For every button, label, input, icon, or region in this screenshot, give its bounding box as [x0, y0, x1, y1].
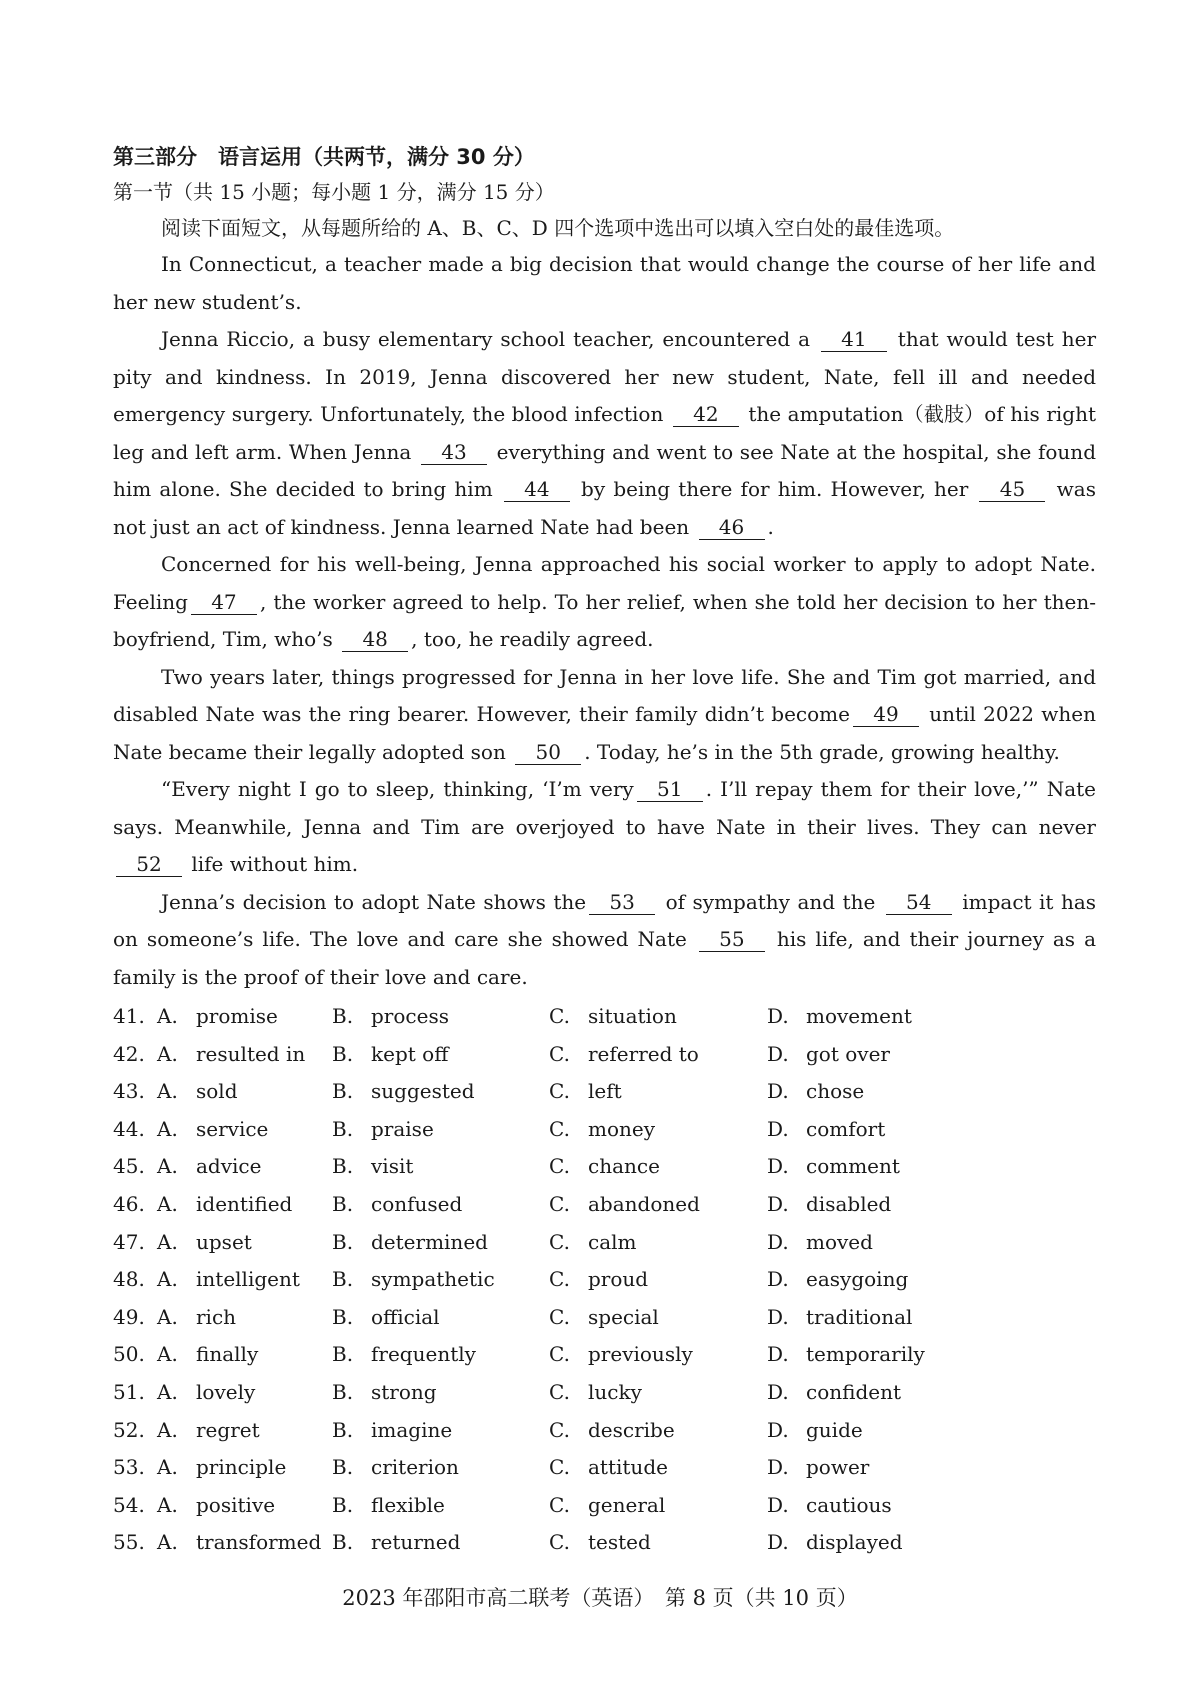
option-letter: C.	[549, 1041, 570, 1066]
option-letter: B.	[332, 1229, 354, 1254]
blank-55: 55	[699, 927, 765, 952]
option-text: lovely	[196, 1379, 256, 1404]
option-letter: D.	[767, 1116, 789, 1141]
passage-text: by being there for him. However, her	[572, 477, 977, 501]
question-number: 51.	[113, 1379, 145, 1404]
option-b	[332, 1487, 549, 1525]
option-text: confident	[806, 1379, 902, 1404]
option-c	[549, 1224, 767, 1262]
option-text: comment	[806, 1154, 900, 1179]
option-c	[549, 1036, 767, 1074]
option-a	[157, 1073, 332, 1111]
option-text: praise	[371, 1116, 434, 1141]
option-letter: A.	[157, 1417, 178, 1442]
option-text: temporarily	[806, 1342, 925, 1367]
option-letter: C.	[549, 1191, 570, 1216]
blank-41: 41	[821, 327, 887, 352]
option-letter: A.	[157, 1267, 178, 1292]
option-letter: D.	[767, 1267, 789, 1292]
option-c	[549, 1487, 767, 1525]
question-row	[113, 998, 1096, 1036]
option-a	[157, 1186, 332, 1224]
option-text: frequently	[371, 1342, 476, 1367]
option-letter: C.	[549, 1229, 570, 1254]
passage-text: that would test her pity and kindness. In 2019, Jenna discovered her new student, Nate, fell ill and needed emergency surgery. Unfortunately, the blood infection	[113, 327, 1097, 426]
option-letter: B.	[332, 1417, 354, 1442]
option-text: confused	[371, 1191, 463, 1216]
option-letter: B.	[332, 1191, 354, 1216]
option-letter: B.	[332, 1530, 354, 1555]
option-letter: D.	[767, 1492, 789, 1517]
option-letter: D.	[767, 1417, 789, 1442]
option-text: suggested	[371, 1079, 475, 1104]
question-number: 45.	[113, 1154, 145, 1179]
question-row	[113, 1148, 1096, 1186]
passage-paragraph	[113, 884, 1096, 997]
option-text: previously	[588, 1342, 693, 1367]
part-heading: 第三部分 语言运用（共两节，满分 30 分）	[113, 145, 535, 169]
option-text: disabled	[806, 1191, 892, 1216]
option-text: kept off	[371, 1041, 449, 1066]
option-text: principle	[196, 1455, 287, 1480]
option-text: resulted in	[196, 1041, 306, 1066]
passage-text: of sympathy and the	[658, 889, 883, 914]
option-text: guide	[806, 1417, 863, 1442]
option-text: proud	[588, 1267, 649, 1292]
option-b	[332, 998, 549, 1036]
option-c	[549, 1336, 767, 1374]
option-letter: A.	[157, 1342, 178, 1367]
option-text: chance	[588, 1154, 660, 1179]
option-text: imagine	[371, 1417, 453, 1442]
option-text: comfort	[806, 1116, 886, 1141]
option-letter: D.	[767, 1304, 789, 1329]
option-a	[157, 1111, 332, 1149]
question-row	[113, 1374, 1096, 1412]
blank-47: 47	[191, 590, 257, 615]
question-number: 50.	[113, 1342, 145, 1367]
option-text: describe	[588, 1417, 675, 1442]
option-text: sold	[196, 1079, 238, 1104]
option-a	[157, 1224, 332, 1262]
passage-text: the amputation（截肢）of his right leg and left arm. When Jenna	[113, 402, 1096, 464]
option-letter: C.	[549, 1304, 570, 1329]
option-letter: C.	[549, 1417, 570, 1442]
question-row	[113, 1412, 1096, 1450]
option-letter: A.	[157, 1004, 178, 1028]
passage-text: “Every night I go to sleep, thinking, ‘I’m very	[161, 777, 634, 801]
option-letter: D.	[767, 1342, 789, 1367]
option-d	[767, 1299, 967, 1337]
option-d	[767, 1412, 967, 1450]
passage-text: Two years later, things progressed for Jenna in her love life. She and Tim got married, and disabled Nate was the ring bearer. However, their family didn’t become	[113, 664, 1096, 726]
option-text: regret	[196, 1417, 260, 1442]
option-text: advice	[196, 1154, 262, 1179]
passage-paragraph	[113, 246, 1096, 321]
question-number: 41.	[113, 1004, 145, 1028]
blank-49: 49	[853, 702, 919, 727]
option-letter: A.	[157, 1116, 178, 1141]
option-text: movement	[806, 1004, 912, 1028]
option-d	[767, 1148, 967, 1186]
passage-text: , too, he readily agreed.	[411, 627, 654, 651]
blank-51: 51	[637, 777, 703, 802]
passage-text: until 2022 when Nate became their legally adopted son	[113, 702, 1097, 764]
option-d	[767, 1449, 967, 1487]
option-letter: B.	[332, 1116, 354, 1141]
option-text: sympathetic	[371, 1267, 495, 1292]
option-d	[767, 1524, 967, 1562]
option-letter: C.	[549, 1079, 570, 1104]
option-letter: A.	[157, 1530, 178, 1555]
cloze-passage	[113, 246, 1096, 996]
option-d	[767, 998, 967, 1036]
option-b	[332, 1261, 549, 1299]
option-letter: A.	[157, 1379, 178, 1404]
option-letter: D.	[767, 1455, 789, 1480]
section-heading: 第一节（共 15 小题；每小题 1 分，满分 15 分）	[113, 180, 555, 204]
passage-text: everything and went to see Nate at the hospital, she found him alone. She decided to bring him	[113, 439, 1096, 501]
option-letter: C.	[549, 1455, 570, 1480]
option-text: official	[371, 1304, 440, 1329]
option-text: positive	[196, 1492, 276, 1517]
option-letter: A.	[157, 1041, 178, 1066]
option-d	[767, 1261, 967, 1299]
question-number: 52.	[113, 1417, 145, 1442]
option-letter: B.	[332, 1342, 354, 1367]
question-row	[113, 1449, 1096, 1487]
option-d	[767, 1374, 967, 1412]
option-letter: A.	[157, 1492, 178, 1517]
option-letter: C.	[549, 1342, 570, 1367]
blank-43: 43	[421, 440, 487, 465]
option-text: chose	[806, 1079, 865, 1104]
blank-42: 42	[673, 402, 739, 427]
option-a	[157, 1374, 332, 1412]
blank-52: 52	[116, 852, 182, 877]
blank-50: 50	[515, 740, 581, 765]
blank-44: 44	[504, 477, 570, 502]
option-text: got over	[806, 1041, 890, 1066]
option-text: flexible	[371, 1492, 445, 1517]
option-letter: A.	[157, 1229, 178, 1254]
question-row	[113, 1524, 1096, 1562]
option-b	[332, 1336, 549, 1374]
option-letter: A.	[157, 1304, 178, 1329]
blank-45: 45	[979, 477, 1045, 502]
option-letter: A.	[157, 1079, 178, 1104]
option-letter: B.	[332, 1267, 354, 1292]
option-text: power	[806, 1455, 870, 1480]
option-letter: B.	[332, 1492, 354, 1517]
question-number: 53.	[113, 1455, 145, 1480]
option-c	[549, 1449, 767, 1487]
option-c	[549, 1186, 767, 1224]
question-row	[113, 1224, 1096, 1262]
option-letter: B.	[332, 1041, 354, 1066]
passage-text: . Today, he’s in the 5th grade, growing healthy.	[584, 739, 1060, 764]
option-text: traditional	[806, 1304, 913, 1329]
option-letter: B.	[332, 1379, 354, 1404]
option-text: returned	[371, 1530, 461, 1555]
option-letter: D.	[767, 1530, 789, 1555]
option-text: rich	[196, 1304, 237, 1329]
option-letter: D.	[767, 1041, 789, 1066]
option-c	[549, 1299, 767, 1337]
option-a	[157, 1524, 332, 1562]
option-d	[767, 1036, 967, 1074]
question-number: 48.	[113, 1267, 145, 1292]
option-letter: D.	[767, 1004, 789, 1028]
instructions: 阅读下面短文，从每题所给的 A、B、C、D 四个选项中选出可以填入空白处的最佳选项。	[161, 216, 955, 240]
blank-48: 48	[342, 627, 408, 652]
option-text: process	[371, 1004, 449, 1028]
option-b	[332, 1299, 549, 1337]
option-a	[157, 1336, 332, 1374]
option-text: identified	[196, 1191, 293, 1216]
option-text: cautious	[806, 1492, 892, 1517]
passage-paragraph	[113, 771, 1096, 884]
question-row	[113, 1487, 1096, 1525]
option-letter: A.	[157, 1154, 178, 1179]
option-b	[332, 1224, 549, 1262]
option-text: money	[588, 1116, 656, 1141]
question-row	[113, 1186, 1096, 1224]
option-text: intelligent	[196, 1267, 300, 1292]
option-b	[332, 1412, 549, 1450]
passage-text: . I’ll repay them for their love,’” Nate says. Meanwhile, Jenna and Tim are overjoyed to have Nate in their lives. They can never	[113, 777, 1096, 839]
option-letter: D.	[767, 1079, 789, 1104]
option-text: displayed	[806, 1530, 903, 1555]
option-b	[332, 1148, 549, 1186]
option-text: tested	[588, 1530, 651, 1555]
option-text: calm	[588, 1229, 637, 1254]
blank-46: 46	[699, 515, 765, 540]
passage-text: life without him.	[185, 852, 359, 876]
option-b	[332, 1073, 549, 1111]
option-text: referred to	[588, 1041, 699, 1066]
option-letter: D.	[767, 1154, 789, 1179]
option-d	[767, 1073, 967, 1111]
question-row	[113, 1336, 1096, 1374]
option-text: abandoned	[588, 1191, 700, 1216]
question-number: 55.	[113, 1530, 145, 1555]
option-b	[332, 1186, 549, 1224]
question-row	[113, 1261, 1096, 1299]
option-text: special	[588, 1304, 659, 1329]
option-text: determined	[371, 1229, 488, 1254]
passage-text: Concerned for his well-being, Jenna approached his social worker to apply to adopt Nate. Feeling	[113, 552, 1096, 614]
option-b	[332, 1374, 549, 1412]
option-a	[157, 1412, 332, 1450]
question-number: 42.	[113, 1041, 145, 1066]
question-number: 46.	[113, 1191, 145, 1216]
passage-text: In Connecticut, a teacher made a big decision that would change the course of her life and her new student’s.	[113, 252, 1096, 314]
blank-54: 54	[886, 890, 952, 915]
option-c	[549, 1073, 767, 1111]
option-b	[332, 1111, 549, 1149]
option-a	[157, 1487, 332, 1525]
option-d	[767, 1186, 967, 1224]
option-c	[549, 1524, 767, 1562]
option-text: upset	[196, 1229, 252, 1254]
option-text: criterion	[371, 1455, 459, 1480]
option-letter: D.	[767, 1229, 789, 1254]
option-letter: D.	[767, 1379, 789, 1404]
option-letter: B.	[332, 1079, 354, 1104]
option-text: lucky	[588, 1379, 642, 1404]
option-b	[332, 1524, 549, 1562]
option-text: finally	[196, 1342, 259, 1367]
option-c	[549, 1412, 767, 1450]
option-text: strong	[371, 1379, 437, 1404]
option-a	[157, 1261, 332, 1299]
passage-paragraph	[113, 659, 1096, 772]
option-d	[767, 1487, 967, 1525]
option-d	[767, 1336, 967, 1374]
question-number: 44.	[113, 1116, 145, 1141]
page-footer: 2023 年邵阳市高二联考（英语） 第 8 页（共 10 页）	[342, 1586, 858, 1610]
passage-text: .	[767, 514, 774, 539]
passage-paragraph	[113, 546, 1096, 659]
option-letter: B.	[332, 1304, 354, 1329]
question-number: 54.	[113, 1492, 145, 1517]
option-a	[157, 1449, 332, 1487]
option-letter: D.	[767, 1191, 789, 1216]
option-text: general	[588, 1492, 666, 1517]
option-b	[332, 1036, 549, 1074]
option-letter: C.	[549, 1379, 570, 1404]
option-d	[767, 1111, 967, 1149]
option-letter: C.	[549, 1530, 570, 1555]
option-text: attitude	[588, 1455, 668, 1480]
option-letter: C.	[549, 1492, 570, 1517]
option-a	[157, 1299, 332, 1337]
option-text: service	[196, 1116, 269, 1141]
option-c	[549, 1148, 767, 1186]
option-text: transformed	[196, 1530, 322, 1555]
question-row	[113, 1299, 1096, 1337]
question-row	[113, 1111, 1096, 1149]
answer-options	[113, 998, 1096, 1562]
option-text: promise	[196, 1004, 278, 1028]
option-c	[549, 1374, 767, 1412]
option-text: situation	[588, 1004, 677, 1028]
question-number: 47.	[113, 1229, 145, 1254]
option-letter: C.	[549, 1116, 570, 1141]
option-b	[332, 1449, 549, 1487]
question-row	[113, 1073, 1096, 1111]
option-text: visit	[371, 1154, 414, 1179]
option-text: easygoing	[806, 1267, 909, 1292]
option-c	[549, 1111, 767, 1149]
option-text: left	[588, 1079, 622, 1104]
question-number: 49.	[113, 1304, 145, 1329]
question-number: 43.	[113, 1079, 145, 1104]
option-text: moved	[806, 1229, 873, 1254]
passage-text: Jenna’s decision to adopt Nate shows the	[161, 889, 587, 914]
option-letter: B.	[332, 1154, 354, 1179]
option-letter: C.	[549, 1004, 570, 1028]
option-a	[157, 1148, 332, 1186]
option-letter: B.	[332, 1455, 354, 1480]
question-row	[113, 1036, 1096, 1074]
page-content	[113, 140, 1096, 1562]
option-a	[157, 1036, 332, 1074]
option-letter: A.	[157, 1455, 178, 1480]
passage-text: , the worker agreed to help. To her relief, when she told her decision to her then-boyfriend, Tim, who’s	[113, 589, 1096, 651]
passage-text: his life, and their journey as a family is the proof of their love and care.	[113, 927, 1096, 989]
option-letter: C.	[549, 1154, 570, 1179]
option-a	[157, 998, 332, 1036]
passage-text: impact it has on someone’s life. The love and care she showed Nate	[113, 889, 1097, 951]
option-letter: A.	[157, 1191, 178, 1216]
option-letter: C.	[549, 1267, 570, 1292]
option-d	[767, 1224, 967, 1262]
blank-53: 53	[589, 890, 655, 915]
passage-text: Jenna Riccio, a busy elementary school teacher, encountered a	[161, 327, 818, 351]
passage-text: was not just an act of kindness. Jenna learned Nate had been	[113, 477, 1096, 539]
option-c	[549, 998, 767, 1036]
option-c	[549, 1261, 767, 1299]
option-letter: B.	[332, 1004, 354, 1028]
passage-paragraph	[113, 321, 1096, 546]
